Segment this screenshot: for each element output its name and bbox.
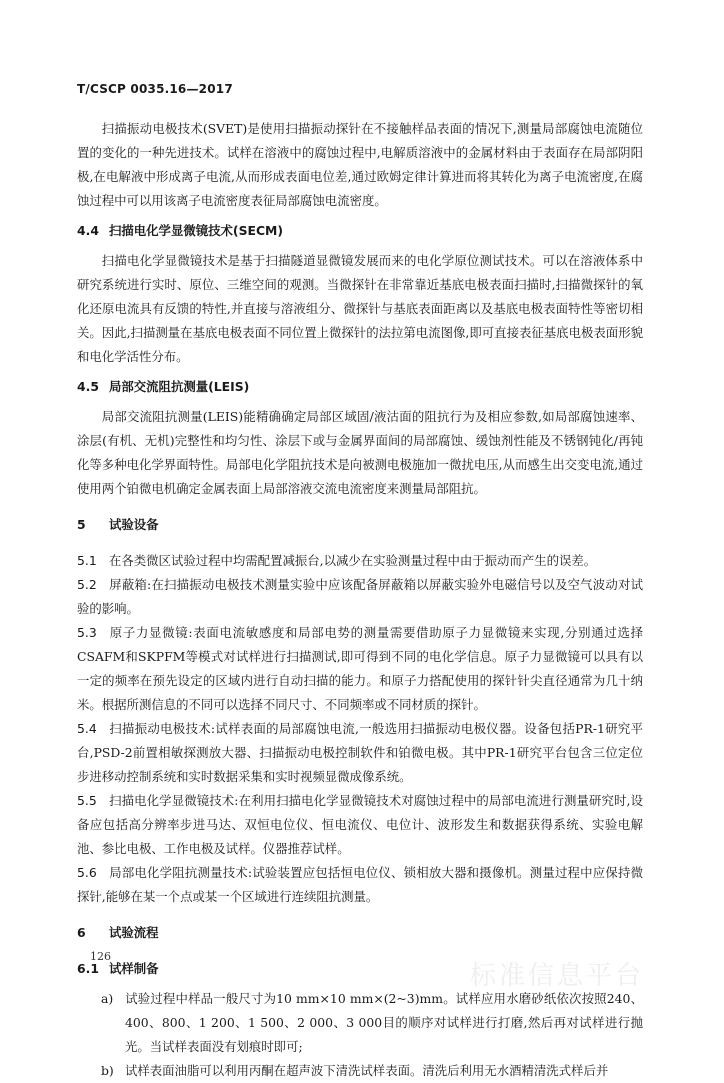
- clause-text: 在各类微区试验过程中均需配置减振台,以减少在实验测量过程中由于振动而产生的误差。: [109, 553, 597, 568]
- watermark-text: 标准信息平台: [470, 961, 645, 991]
- list-text: 试验过程中样品一般尺寸为10 mm×10 mm×(2~3)mm。试样应用水磨砂纸依次按照240、400、800、1 200、1 500、2 000、3 000目的顺序对试样进行打磨,然后再对试样进行抛光。当试样表面没有划痕时即可;: [125, 991, 643, 1054]
- section-number: 4.4: [77, 223, 99, 238]
- clause-text: 原子力显微镜:表面电流敏感度和局部电势的测量需要借助原子力显微镜来实现,分别通过选择CSAFM和SKPFM等模式对试样进行扫描测试,即可得到不同的电化学信息。原子力显微镜可以具有以一定的频率在预先设定的区域内进行自动扫描的能力。和原子力搭配使用的探针针尖直径通常为几十纳米。根据所测信息的不同可以选择不同尺寸、不同频率或不同材质的探针。: [77, 625, 643, 712]
- list-label: a): [101, 991, 114, 1006]
- list-text: 试样表面油脂可以利用丙酮在超声波下清洗试样表面。清洗后利用无水酒精清洗式样后并: [125, 1063, 609, 1078]
- document-body: [77, 117, 643, 1083]
- clause-text: 扫描电化学显微镜技术:在利用扫描电化学显微镜技术对腐蚀过程中的局部电流进行测量研究时,设备应包括高分辨率步进马达、双恒电位仪、恒电流仪、电位计、波形发生和数据获得系统、实验电解池、参比电极、工作电极及试样。仪器推荐试样。: [77, 793, 643, 856]
- clause-number: 5.6: [77, 865, 97, 880]
- section-title: 扫描电化学显微镜技术(SECM): [109, 223, 284, 238]
- clause-text: 扫描振动电极技术:试样表面的局部腐蚀电流,一般选用扫描振动电极仪器。设备包括PR-1研究平台,PSD-2前置相敏探测放大器、扫描振动电极控制软件和铂微电极。其中PR-1研究平台包含三位定位步进移动控制系统和实时数据采集和实时视频显微成像系统。: [77, 721, 643, 784]
- section-4-5-paragraph: 局部交流阻抗测量(LEIS)能精确确定局部区域固/液沽面的阻抗行为及相应参数,如局部腐蚀速率、涂层(有机、无机)完整性和均匀性、涂层下或与金属界面间的局部腐蚀、缓蚀剂性能及不锈钢钝化/再钝化等多种电化学界面特性。局部电化学阻抗技术是向被测电极施加一微扰电压,从而感生出交变电流,通过使用两个铂微电机确定金属表面上局部溶液交流电流密度来测量局部阻抗。: [77, 409, 643, 496]
- section-title: 试样制备: [109, 961, 159, 976]
- clause-text: 局部电化学阻抗测量技术:试验装置应包括恒电位仪、锁相放大器和摄像机。测量过程中应保持微探针,能够在某一个点或某一个区域进行连续阻抗测量。: [77, 865, 643, 904]
- section-4-5-heading: [77, 375, 643, 399]
- section-title: 局部交流阻抗测量(LEIS): [109, 379, 250, 394]
- page-number: 126: [90, 950, 111, 963]
- clause-number: 5.5: [77, 793, 97, 808]
- section-6-heading: [77, 921, 643, 945]
- list-item-b: [77, 1059, 643, 1083]
- clause-number: 5.4: [77, 721, 97, 736]
- clause-5-1: [77, 549, 643, 573]
- clause-5-2: [77, 573, 643, 621]
- clause-5-3: [77, 621, 643, 717]
- clause-number: 5.1: [77, 553, 97, 568]
- section-number: 6: [77, 925, 86, 940]
- section-number: 4.5: [77, 379, 99, 394]
- standard-code-header: T/CSCP 0035.16—2017: [77, 82, 233, 96]
- section-5-heading: [77, 513, 643, 537]
- section-number: 6.1: [77, 961, 99, 976]
- list-label: b): [101, 1063, 114, 1078]
- section-4-4-paragraph: 扫描电化学显微镜技术是基于扫描隧道显微镜发展而来的电化学原位测试技术。可以在溶液体系中研究系统进行实时、原位、三维空间的观测。当微探针在非常靠近基底电极表面扫描时,扫描微探针的氧化还原电流具有反馈的特性,并直接与溶液组分、微探针与基底表面距离以及基底电极表面特性等密切相关。因此,扫描测量在基底电极表面不同位置上微探针的法拉第电流图像,即可直接表征基底电极表面形貌和电化学活性分布。: [77, 253, 643, 364]
- section-title: 试验设备: [109, 517, 159, 532]
- list-item-a: [77, 987, 643, 1059]
- clause-text: 屏蔽箱:在扫描振动电极技术测量实验中应该配备屏蔽箱以屏蔽实验外电磁信号以及空气波动对试验的影响。: [77, 577, 643, 616]
- clause-number: 5.2: [77, 577, 97, 592]
- clause-number: 5.3: [77, 625, 97, 640]
- section-4-4-heading: [77, 219, 643, 243]
- section-number: 5: [77, 517, 86, 532]
- clause-5-6: [77, 861, 643, 909]
- clause-5-4: [77, 717, 643, 789]
- clause-5-5: [77, 789, 643, 861]
- intro-paragraph: 扫描振动电极技术(SVET)是使用扫描振动探针在不接触样品表面的情况下,测量局部腐蚀电流随位置的变化的一种先进技术。试样在溶液中的腐蚀过程中,电解质溶液中的金属材料由于表面存在局部阴阳极,在电解液中形成离子电流,从而形成表面电位差,通过欧姆定律计算进而将其转化为离子电流密度,在腐蚀过程中可以用该离子电流密度表征局部腐蚀电流密度。: [77, 121, 643, 208]
- section-title: 试验流程: [109, 925, 159, 940]
